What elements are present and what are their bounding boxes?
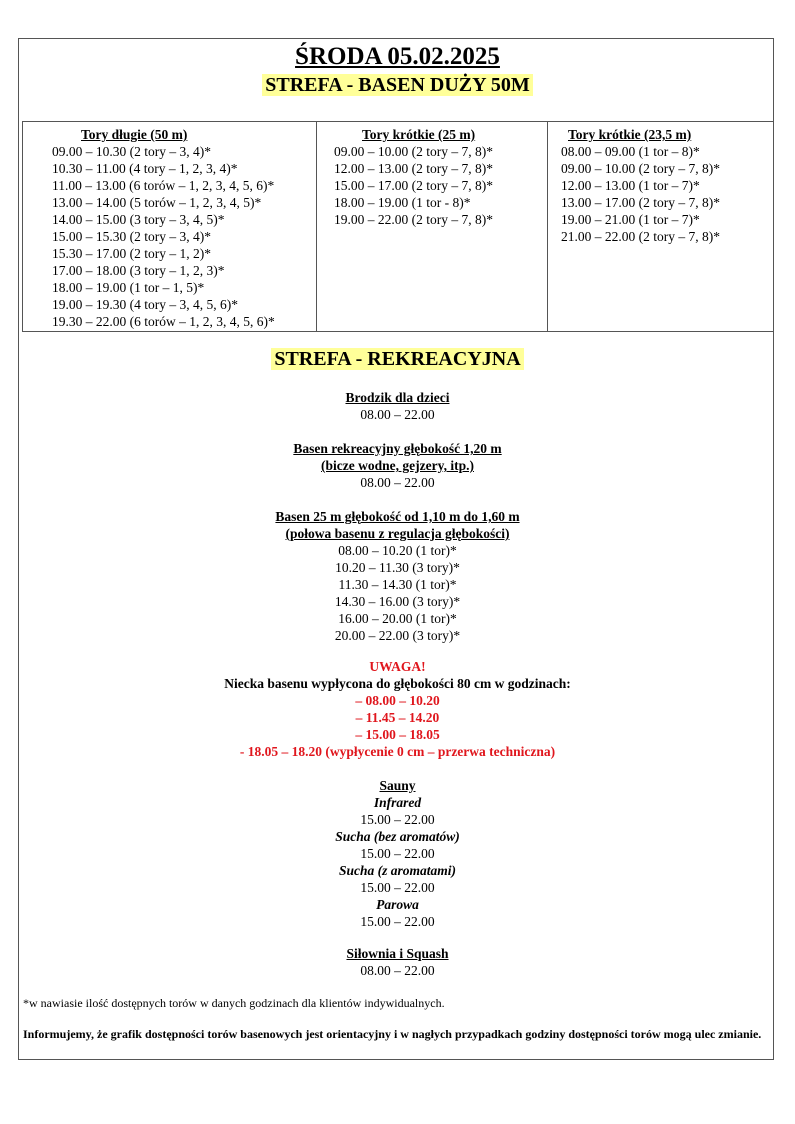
- sauna-name: Parowa: [376, 897, 419, 912]
- schedule-entry: 14.30 – 16.00 (3 tory)*: [334, 594, 461, 609]
- recreation-heading-wrap: [0, 346, 795, 372]
- pool-25-title: Basen 25 m głębokość od 1,10 m do 1,60 m: [275, 509, 520, 524]
- short-235-heading: Tory krótkie (23,5 m): [568, 127, 692, 142]
- schedule-entry: 11.30 – 14.30 (1 tor)*: [338, 577, 457, 592]
- gym-block: [0, 945, 795, 979]
- sauna-hours: 15.00 – 22.00: [360, 914, 435, 929]
- footnote-lanes: *w nawiasie ilość dostępnych torów w danych godzinach dla klientów indywidualnych.: [23, 996, 445, 1010]
- sauna-hours: 15.00 – 22.00: [360, 846, 435, 861]
- short-235-column: [548, 122, 775, 331]
- schedule-entry: 21.00 – 22.00 (2 tory – 7, 8)*: [561, 229, 720, 244]
- schedule-entry: – 11.45 – 14.20: [355, 710, 440, 725]
- kids-pool-hours: 08.00 – 22.00: [360, 407, 435, 422]
- page-title: ŚRODA 05.02.2025: [295, 43, 500, 70]
- schedule-entry: – 08.00 – 10.20: [355, 693, 440, 708]
- kids-pool-block: [0, 389, 795, 423]
- zone-heading-pool-50m: STREFA - BASEN DUŻY 50M: [262, 74, 532, 96]
- zone-heading-recreation: STREFA - REKREACYJNA: [271, 348, 523, 370]
- schedule-entry: 12.00 – 13.00 (2 tory – 7, 8)*: [334, 161, 493, 176]
- rec-pool-block: [0, 440, 795, 491]
- pool-25-list: [0, 542, 795, 644]
- schedule-entry: 09.00 – 10.00 (2 tory – 7, 8)*: [561, 161, 720, 176]
- short-25-column: [317, 122, 548, 331]
- schedule-entry: 12.00 – 13.00 (1 tor – 7)*: [561, 178, 700, 193]
- schedule-entry: 09.00 – 10.30 (2 tory – 3, 4)*: [52, 144, 211, 159]
- short-25-heading: Tory krótkie (25 m): [362, 127, 476, 142]
- sauna-hours: 15.00 – 22.00: [360, 812, 435, 827]
- gym-title: Siłownia i Squash: [346, 946, 449, 961]
- notice-text: Niecka basenu wypłycona do głębokości 80 cm w godzinach:: [224, 676, 571, 691]
- schedule-entry: 10.30 – 11.00 (4 tory – 1, 2, 3, 4)*: [52, 161, 238, 176]
- notice-times: [0, 692, 795, 743]
- pool-25-subtitle: (połowa basenu z regulacja głębokości): [285, 526, 510, 541]
- long-lanes-list: [52, 143, 275, 330]
- schedule-entry: 16.00 – 20.00 (1 tor)*: [338, 611, 457, 626]
- saunas-list: [0, 794, 795, 930]
- schedule-entry: 15.30 – 17.00 (2 tory – 1, 2)*: [52, 246, 211, 261]
- saunas-block: [0, 777, 795, 930]
- schedule-entry: 13.00 – 14.00 (5 torów – 1, 2, 3, 4, 5)*: [52, 195, 262, 210]
- schedule-entry: 08.00 – 09.00 (1 tor – 8)*: [561, 144, 700, 159]
- schedule-entry: 13.00 – 17.00 (2 tory – 7, 8)*: [561, 195, 720, 210]
- saunas-title: Sauny: [379, 778, 416, 793]
- sauna-name: Infrared: [373, 795, 422, 810]
- notice-block: [0, 658, 795, 760]
- schedule-entry: 11.00 – 13.00 (6 torów – 1, 2, 3, 4, 5, 6)*: [52, 178, 275, 193]
- pool-25-block: [0, 508, 795, 644]
- gym-hours: 08.00 – 22.00: [360, 963, 435, 978]
- schedule-entry: 14.00 – 15.00 (3 tory – 3, 4, 5)*: [52, 212, 225, 227]
- long-lanes-heading: Tory długie (50 m): [81, 127, 188, 142]
- schedule-entry: 19.00 – 21.00 (1 tor – 7)*: [561, 212, 700, 227]
- schedule-entry: 20.00 – 22.00 (3 tory)*: [334, 628, 461, 643]
- schedule-entry: 19.00 – 22.00 (2 tory – 7, 8)*: [334, 212, 493, 227]
- schedule-entry: – 15.00 – 18.05: [355, 727, 440, 742]
- sauna-name: Sucha (z aromatami): [338, 863, 457, 878]
- schedule-entry: 18.00 – 19.00 (1 tor – 1, 5)*: [52, 280, 205, 295]
- sauna-name: Sucha (bez aromatów): [335, 829, 460, 844]
- long-lanes-column: [23, 122, 317, 331]
- notice-label: UWAGA!: [369, 659, 426, 674]
- sauna-hours: 15.00 – 22.00: [360, 880, 435, 895]
- notice-extra: - 18.05 – 18.20 (wypłycenie 0 cm – przerwa techniczna): [239, 744, 556, 759]
- schedule-entry: 15.00 – 17.00 (2 tory – 7, 8)*: [334, 178, 493, 193]
- short-235-list: [561, 143, 720, 245]
- footnote-disclaimer: Informujemy, że grafik dostępności torów basenowych jest orientacyjny i w nagłych przypadkach godziny dostępności torów mogą ulec zmianie.: [23, 1027, 762, 1041]
- zone-heading-wrap: [0, 72, 795, 98]
- schedule-entry: 19.30 – 22.00 (6 torów – 1, 2, 3, 4, 5, 6)*: [52, 314, 275, 329]
- rec-pool-title: Basen rekreacyjny głębokość 1,20 m: [293, 441, 502, 456]
- schedule-entry: 18.00 – 19.00 (1 tor - 8)*: [334, 195, 471, 210]
- schedule-entry: 15.00 – 15.30 (2 tory – 3, 4)*: [52, 229, 211, 244]
- schedule-entry: 08.00 – 10.20 (1 tor)*: [338, 543, 457, 558]
- short-25-list: [334, 143, 493, 228]
- rec-pool-subtitle: (bicze wodne, gejzery, itp.): [321, 458, 474, 473]
- kids-pool-title: Brodzik dla dzieci: [345, 390, 450, 405]
- lane-schedule-table: [22, 121, 774, 332]
- rec-pool-hours: 08.00 – 22.00: [360, 475, 435, 490]
- schedule-entry: 09.00 – 10.00 (2 tory – 7, 8)*: [334, 144, 493, 159]
- schedule-entry: 19.00 – 19.30 (4 tory – 3, 4, 5, 6)*: [52, 297, 238, 312]
- schedule-entry: 10.20 – 11.30 (3 tory)*: [335, 560, 460, 575]
- schedule-entry: 17.00 – 18.00 (3 tory – 1, 2, 3)*: [52, 263, 225, 278]
